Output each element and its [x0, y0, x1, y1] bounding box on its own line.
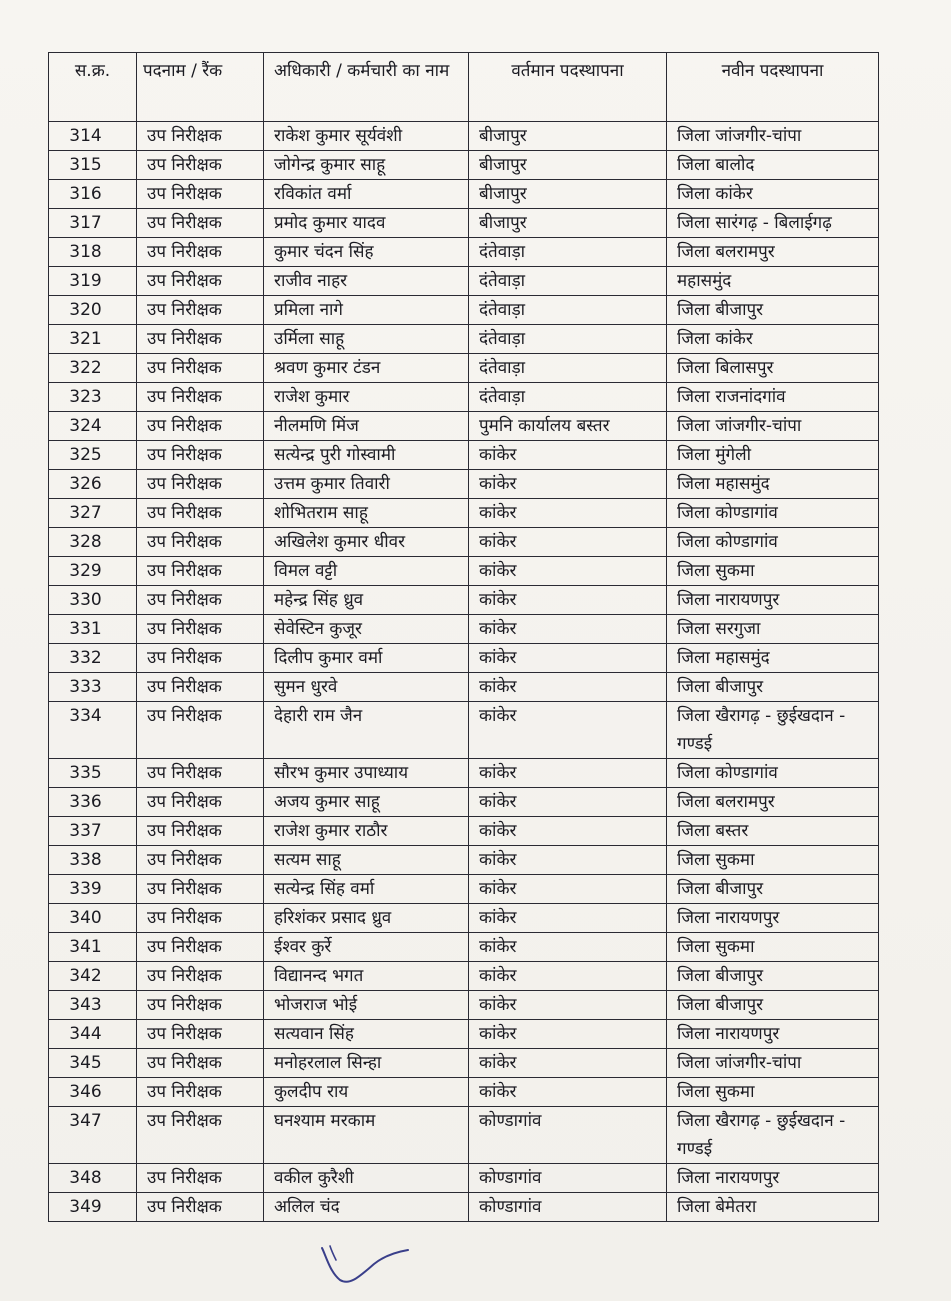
- officer-name-cell: अखिलेश कुमार धीवर: [264, 528, 469, 557]
- current-posting-cell: कांकेर: [469, 991, 667, 1020]
- officer-name-cell: श्रवण कुमार टंडन: [264, 354, 469, 383]
- table-row: [49, 788, 879, 817]
- serial-number-cell: 335: [49, 759, 137, 788]
- officer-name-cell: दिलीप कुमार वर्मा: [264, 644, 469, 673]
- officer-name-cell: देहारी राम जैन: [264, 702, 469, 759]
- current-posting-cell: कोण्डागांव: [469, 1193, 667, 1222]
- serial-number-cell: 330: [49, 586, 137, 615]
- serial-number-cell: 327: [49, 499, 137, 528]
- table-row: [49, 470, 879, 499]
- table-row: [49, 759, 879, 788]
- serial-number-cell: 320: [49, 296, 137, 325]
- rank-cell: उप निरीक्षक: [137, 412, 264, 441]
- current-posting-cell: कांकेर: [469, 1020, 667, 1049]
- current-posting-cell: कांकेर: [469, 875, 667, 904]
- serial-number-cell: 343: [49, 991, 137, 1020]
- current-posting-cell: कांकेर: [469, 904, 667, 933]
- serial-number-cell: 332: [49, 644, 137, 673]
- serial-number-cell: 336: [49, 788, 137, 817]
- table-row: [49, 354, 879, 383]
- serial-number-cell: 317: [49, 209, 137, 238]
- table-row: [49, 991, 879, 1020]
- table-row: [49, 962, 879, 991]
- rank-cell: उप निरीक्षक: [137, 238, 264, 267]
- officer-name-cell: विमल वट्टी: [264, 557, 469, 586]
- new-posting-cell: जिला महासमुंद: [667, 644, 879, 673]
- table-row: [49, 209, 879, 238]
- new-posting-cell: जिला सरगुजा: [667, 615, 879, 644]
- new-posting-cell: जिला बलरामपुर: [667, 238, 879, 267]
- rank-cell: उप निरीक्षक: [137, 354, 264, 383]
- rank-cell: उप निरीक्षक: [137, 788, 264, 817]
- new-posting-cell: जिला सुकमा: [667, 846, 879, 875]
- new-posting-cell: जिला बीजापुर: [667, 673, 879, 702]
- serial-number-cell: 316: [49, 180, 137, 209]
- officer-name-cell: राजेश कुमार: [264, 383, 469, 412]
- rank-cell: उप निरीक्षक: [137, 441, 264, 470]
- current-posting-cell: कांकेर: [469, 846, 667, 875]
- table-row: [49, 151, 879, 180]
- officer-name-cell: हरिशंकर प्रसाद ध्रुव: [264, 904, 469, 933]
- table-row: [49, 1078, 879, 1107]
- new-posting-cell: जिला कोण्डागांव: [667, 528, 879, 557]
- table-row: [49, 615, 879, 644]
- table-row: [49, 238, 879, 267]
- rank-cell: उप निरीक्षक: [137, 499, 264, 528]
- new-posting-cell: जिला कांकेर: [667, 325, 879, 354]
- officer-name-cell: विद्यानन्द भगत: [264, 962, 469, 991]
- new-posting-cell: जिला राजनांदगांव: [667, 383, 879, 412]
- officer-name-cell: कुमार चंदन सिंह: [264, 238, 469, 267]
- new-posting-cell: जिला बीजापुर: [667, 962, 879, 991]
- current-posting-cell: बीजापुर: [469, 122, 667, 151]
- rank-cell: उप निरीक्षक: [137, 470, 264, 499]
- serial-number-cell: 338: [49, 846, 137, 875]
- new-posting-cell: जिला जांजगीर-चांपा: [667, 122, 879, 151]
- current-posting-cell: कांकेर: [469, 586, 667, 615]
- current-posting-cell: कांकेर: [469, 557, 667, 586]
- officer-name-cell: रविकांत वर्मा: [264, 180, 469, 209]
- table-row: [49, 267, 879, 296]
- current-posting-cell: दंतेवाड़ा: [469, 238, 667, 267]
- table-row: [49, 702, 879, 759]
- serial-number-cell: 340: [49, 904, 137, 933]
- officer-name-cell: घनश्याम मरकाम: [264, 1107, 469, 1164]
- serial-number-cell: 347: [49, 1107, 137, 1164]
- table-row: [49, 296, 879, 325]
- rank-cell: उप निरीक्षक: [137, 1107, 264, 1164]
- officer-name-cell: सत्येन्द्र सिंह वर्मा: [264, 875, 469, 904]
- rank-cell: उप निरीक्षक: [137, 1193, 264, 1222]
- officer-name-cell: उत्तम कुमार तिवारी: [264, 470, 469, 499]
- signature-mark: [316, 1242, 416, 1288]
- table-row: [49, 846, 879, 875]
- new-posting-cell: जिला कोण्डागांव: [667, 499, 879, 528]
- officer-name-cell: अलिल चंद: [264, 1193, 469, 1222]
- serial-number-cell: 337: [49, 817, 137, 846]
- rank-cell: उप निरीक्षक: [137, 875, 264, 904]
- rank-cell: उप निरीक्षक: [137, 962, 264, 991]
- rank-cell: उप निरीक्षक: [137, 586, 264, 615]
- serial-number-cell: 334: [49, 702, 137, 759]
- serial-number-cell: 341: [49, 933, 137, 962]
- officer-name-cell: सेवेस्टिन कुजूर: [264, 615, 469, 644]
- current-posting-cell: दंतेवाड़ा: [469, 354, 667, 383]
- current-posting-cell: बीजापुर: [469, 209, 667, 238]
- new-posting-cell: जिला कांकेर: [667, 180, 879, 209]
- rank-cell: उप निरीक्षक: [137, 1078, 264, 1107]
- current-posting-cell: कांकेर: [469, 759, 667, 788]
- new-posting-cell: जिला नारायणपुर: [667, 586, 879, 615]
- table-row: [49, 1020, 879, 1049]
- new-posting-cell: जिला बस्तर: [667, 817, 879, 846]
- table-row: [49, 557, 879, 586]
- current-posting-cell: बीजापुर: [469, 180, 667, 209]
- rank-cell: उप निरीक्षक: [137, 1164, 264, 1193]
- rank-cell: उप निरीक्षक: [137, 325, 264, 354]
- rank-cell: उप निरीक्षक: [137, 528, 264, 557]
- rank-cell: उप निरीक्षक: [137, 615, 264, 644]
- new-posting-cell: जिला नारायणपुर: [667, 1020, 879, 1049]
- table-row: [49, 817, 879, 846]
- rank-cell: उप निरीक्षक: [137, 1020, 264, 1049]
- table-row: [49, 644, 879, 673]
- officer-name-cell: सत्यवान सिंह: [264, 1020, 469, 1049]
- table-row: [49, 1164, 879, 1193]
- new-posting-cell: जिला कोण्डागांव: [667, 759, 879, 788]
- new-posting-cell: जिला खैरागढ़ - छुईखदान - गण्डई: [667, 702, 879, 759]
- current-posting-cell: कोण्डागांव: [469, 1164, 667, 1193]
- officer-name-cell: शोभितराम साहू: [264, 499, 469, 528]
- table-row: [49, 499, 879, 528]
- new-posting-cell: जिला सुकमा: [667, 557, 879, 586]
- new-posting-cell: जिला बिलासपुर: [667, 354, 879, 383]
- new-posting-cell: महासमुंद: [667, 267, 879, 296]
- current-posting-cell: कांकेर: [469, 441, 667, 470]
- officer-name-cell: नीलमणि मिंज: [264, 412, 469, 441]
- table-row: [49, 383, 879, 412]
- current-posting-cell: कांकेर: [469, 1049, 667, 1078]
- serial-number-cell: 346: [49, 1078, 137, 1107]
- new-posting-cell: जिला बालोद: [667, 151, 879, 180]
- serial-number-cell: 324: [49, 412, 137, 441]
- current-posting-cell: कांकेर: [469, 962, 667, 991]
- serial-number-cell: 318: [49, 238, 137, 267]
- officer-name-cell: वकील कुरैशी: [264, 1164, 469, 1193]
- current-posting-cell: दंतेवाड़ा: [469, 383, 667, 412]
- new-posting-cell: जिला मुंगेली: [667, 441, 879, 470]
- serial-number-cell: 315: [49, 151, 137, 180]
- current-posting-cell: कांकेर: [469, 528, 667, 557]
- new-posting-cell: जिला महासमुंद: [667, 470, 879, 499]
- serial-number-cell: 349: [49, 1193, 137, 1222]
- serial-number-cell: 348: [49, 1164, 137, 1193]
- table-row: [49, 875, 879, 904]
- officer-name-cell: सत्येन्द्र पुरी गोस्वामी: [264, 441, 469, 470]
- serial-number-cell: 314: [49, 122, 137, 151]
- new-posting-cell: जिला नारायणपुर: [667, 1164, 879, 1193]
- table-row: [49, 325, 879, 354]
- rank-cell: उप निरीक्षक: [137, 702, 264, 759]
- officer-name-cell: जोगेन्द्र कुमार साहू: [264, 151, 469, 180]
- current-posting-cell: कांकेर: [469, 470, 667, 499]
- table-row: [49, 1049, 879, 1078]
- officer-name-cell: अजय कुमार साहू: [264, 788, 469, 817]
- officer-name-cell: कुलदीप राय: [264, 1078, 469, 1107]
- officer-name-cell: मनोहरलाल सिन्हा: [264, 1049, 469, 1078]
- officer-name-cell: राजीव नाहर: [264, 267, 469, 296]
- table-row: [49, 180, 879, 209]
- new-posting-cell: जिला सारंगढ़ - बिलाईगढ़: [667, 209, 879, 238]
- officer-name-cell: प्रमोद कुमार यादव: [264, 209, 469, 238]
- officer-name-cell: महेन्द्र सिंह ध्रुव: [264, 586, 469, 615]
- serial-number-cell: 326: [49, 470, 137, 499]
- current-posting-cell: कांकेर: [469, 702, 667, 759]
- serial-number-cell: 345: [49, 1049, 137, 1078]
- new-posting-cell: जिला बीजापुर: [667, 296, 879, 325]
- table-row: [49, 933, 879, 962]
- serial-number-cell: 328: [49, 528, 137, 557]
- current-posting-cell: कांकेर: [469, 673, 667, 702]
- table-body: [49, 122, 879, 1222]
- new-posting-cell: जिला नारायणपुर: [667, 904, 879, 933]
- new-posting-cell: जिला बलरामपुर: [667, 788, 879, 817]
- table-row: [49, 673, 879, 702]
- new-posting-cell: जिला बेमेतरा: [667, 1193, 879, 1222]
- new-posting-cell: जिला बीजापुर: [667, 991, 879, 1020]
- rank-cell: उप निरीक्षक: [137, 180, 264, 209]
- new-posting-cell: जिला सुकमा: [667, 933, 879, 962]
- header-current-posting: वर्तमान पदस्थापना: [469, 53, 667, 122]
- serial-number-cell: 319: [49, 267, 137, 296]
- current-posting-cell: पुमनि कार्यालय बस्तर: [469, 412, 667, 441]
- header-officer-name: अधिकारी / कर्मचारी का नाम: [264, 53, 469, 122]
- rank-cell: उप निरीक्षक: [137, 383, 264, 412]
- header-row: [49, 53, 879, 122]
- current-posting-cell: दंतेवाड़ा: [469, 296, 667, 325]
- current-posting-cell: कांकेर: [469, 615, 667, 644]
- rank-cell: उप निरीक्षक: [137, 933, 264, 962]
- table-row: [49, 904, 879, 933]
- officer-name-cell: भोजराज भोई: [264, 991, 469, 1020]
- rank-cell: उप निरीक्षक: [137, 673, 264, 702]
- rank-cell: उप निरीक्षक: [137, 267, 264, 296]
- officer-name-cell: राजेश कुमार राठौर: [264, 817, 469, 846]
- officer-name-cell: सत्यम साहू: [264, 846, 469, 875]
- current-posting-cell: दंतेवाड़ा: [469, 267, 667, 296]
- officer-name-cell: सौरभ कुमार उपाध्याय: [264, 759, 469, 788]
- current-posting-cell: कांकेर: [469, 788, 667, 817]
- rank-cell: उप निरीक्षक: [137, 209, 264, 238]
- new-posting-cell: जिला सुकमा: [667, 1078, 879, 1107]
- serial-number-cell: 331: [49, 615, 137, 644]
- table-row: [49, 1107, 879, 1164]
- current-posting-cell: दंतेवाड़ा: [469, 325, 667, 354]
- rank-cell: उप निरीक्षक: [137, 904, 264, 933]
- rank-cell: उप निरीक्षक: [137, 644, 264, 673]
- current-posting-cell: कोण्डागांव: [469, 1107, 667, 1164]
- rank-cell: उप निरीक्षक: [137, 991, 264, 1020]
- current-posting-cell: कांकेर: [469, 817, 667, 846]
- current-posting-cell: कांकेर: [469, 933, 667, 962]
- current-posting-cell: कांकेर: [469, 1078, 667, 1107]
- header-rank: पदनाम / रैंक: [137, 53, 264, 122]
- officer-name-cell: ईश्वर कुर्रे: [264, 933, 469, 962]
- serial-number-cell: 325: [49, 441, 137, 470]
- table-row: [49, 412, 879, 441]
- current-posting-cell: बीजापुर: [469, 151, 667, 180]
- new-posting-cell: जिला खैरागढ़ - छुईखदान - गण्डई: [667, 1107, 879, 1164]
- officer-name-cell: उर्मिला साहू: [264, 325, 469, 354]
- table-row: [49, 122, 879, 151]
- header-serial-number: स.क्र.: [49, 53, 137, 122]
- table-row: [49, 528, 879, 557]
- current-posting-cell: कांकेर: [469, 499, 667, 528]
- current-posting-cell: कांकेर: [469, 644, 667, 673]
- table-row: [49, 1193, 879, 1222]
- serial-number-cell: 321: [49, 325, 137, 354]
- rank-cell: उप निरीक्षक: [137, 817, 264, 846]
- new-posting-cell: जिला बीजापुर: [667, 875, 879, 904]
- table-header: [49, 53, 879, 122]
- serial-number-cell: 339: [49, 875, 137, 904]
- serial-number-cell: 323: [49, 383, 137, 412]
- officer-name-cell: प्रमिला नागे: [264, 296, 469, 325]
- new-posting-cell: जिला जांजगीर-चांपा: [667, 1049, 879, 1078]
- rank-cell: उप निरीक्षक: [137, 557, 264, 586]
- serial-number-cell: 329: [49, 557, 137, 586]
- rank-cell: उप निरीक्षक: [137, 151, 264, 180]
- officer-name-cell: सुमन धुरवे: [264, 673, 469, 702]
- serial-number-cell: 322: [49, 354, 137, 383]
- serial-number-cell: 333: [49, 673, 137, 702]
- officer-name-cell: राकेश कुमार सूर्यवंशी: [264, 122, 469, 151]
- rank-cell: उप निरीक्षक: [137, 1049, 264, 1078]
- new-posting-cell: जिला जांजगीर-चांपा: [667, 412, 879, 441]
- rank-cell: उप निरीक्षक: [137, 846, 264, 875]
- serial-number-cell: 344: [49, 1020, 137, 1049]
- rank-cell: उप निरीक्षक: [137, 759, 264, 788]
- table-row: [49, 441, 879, 470]
- header-new-posting: नवीन पदस्थापना: [667, 53, 879, 122]
- rank-cell: उप निरीक्षक: [137, 296, 264, 325]
- transfer-table: [48, 52, 879, 1222]
- serial-number-cell: 342: [49, 962, 137, 991]
- table-row: [49, 586, 879, 615]
- rank-cell: उप निरीक्षक: [137, 122, 264, 151]
